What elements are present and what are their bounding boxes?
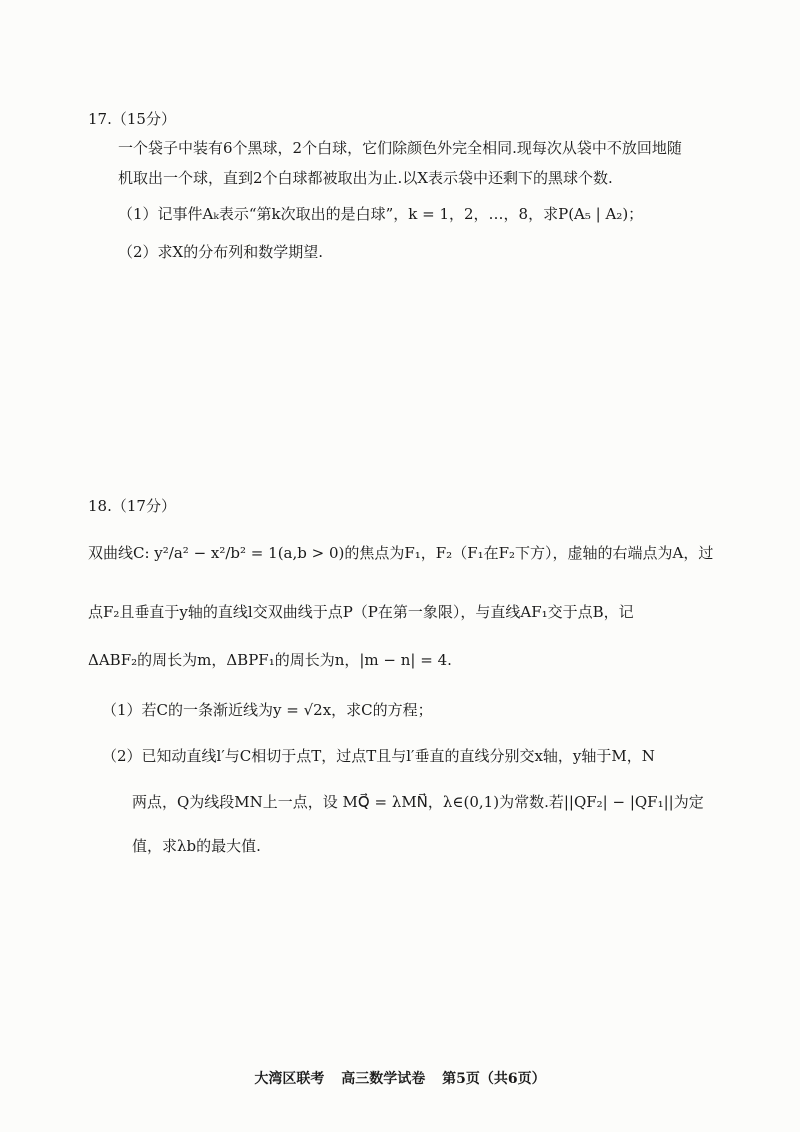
problem-17-line-1: 一个袋子中装有6个黑球，2个白球，它们除颜色外完全相同.现每次从袋中不放回地随 bbox=[118, 139, 682, 157]
problem-17-part-1: （1）记事件Aₖ表示“第k次取出的是白球”，k = 1，2，…，8，求P(A₅ | A₂)； bbox=[118, 205, 644, 223]
footer-exam-name: 大湾区联考 bbox=[254, 1071, 325, 1087]
problem-18-line-3: ΔABF₂的周长为m，ΔBPF₁的周长为n，|m − n| = 4. bbox=[88, 651, 452, 669]
problem-18-part-1: （1）若C的一条渐近线为y = √2x，求C的方程； bbox=[102, 701, 433, 719]
problem-17-header: 17.（15分） bbox=[88, 110, 176, 128]
problem-18-part-2-line-3: 值，求λb的最大值. bbox=[132, 837, 261, 855]
problem-18-part-2-line-2: 两点，Q为线段MN上一点，设 MQ⃗ = λMN⃗，λ∈(0,1)为常数.若||QF₂| − |QF₁||为定 bbox=[132, 793, 704, 811]
problem-18-line-2: 点F₂且垂直于y轴的直线l交双曲线于点P（P在第一象限），与直线AF₁交于点B，记 bbox=[88, 603, 634, 621]
problem-17-line-2: 机取出一个球，直到2个白球都被取出为止.以X表示袋中还剩下的黑球个数. bbox=[118, 169, 613, 187]
footer-subject: 高三数学试卷 bbox=[341, 1071, 426, 1087]
problem-17-part-2: （2）求X的分布列和数学期望. bbox=[118, 243, 323, 261]
page-footer bbox=[0, 1068, 800, 1088]
problem-18-line-1: 双曲线C: y²/a² − x²/b² = 1(a,b > 0)的焦点为F₁，F₂（F₁在F₂下方），虚轴的右端点为A，过 bbox=[88, 544, 714, 562]
problem-18-part-2: （2）已知动直线l′与C相切于点T，过点T且与l′垂直的直线分别交x轴，y轴于M，N bbox=[102, 747, 655, 765]
problem-18-header: 18.（17分） bbox=[88, 497, 176, 515]
footer-page-number: 第5页（共6页） bbox=[442, 1071, 546, 1087]
